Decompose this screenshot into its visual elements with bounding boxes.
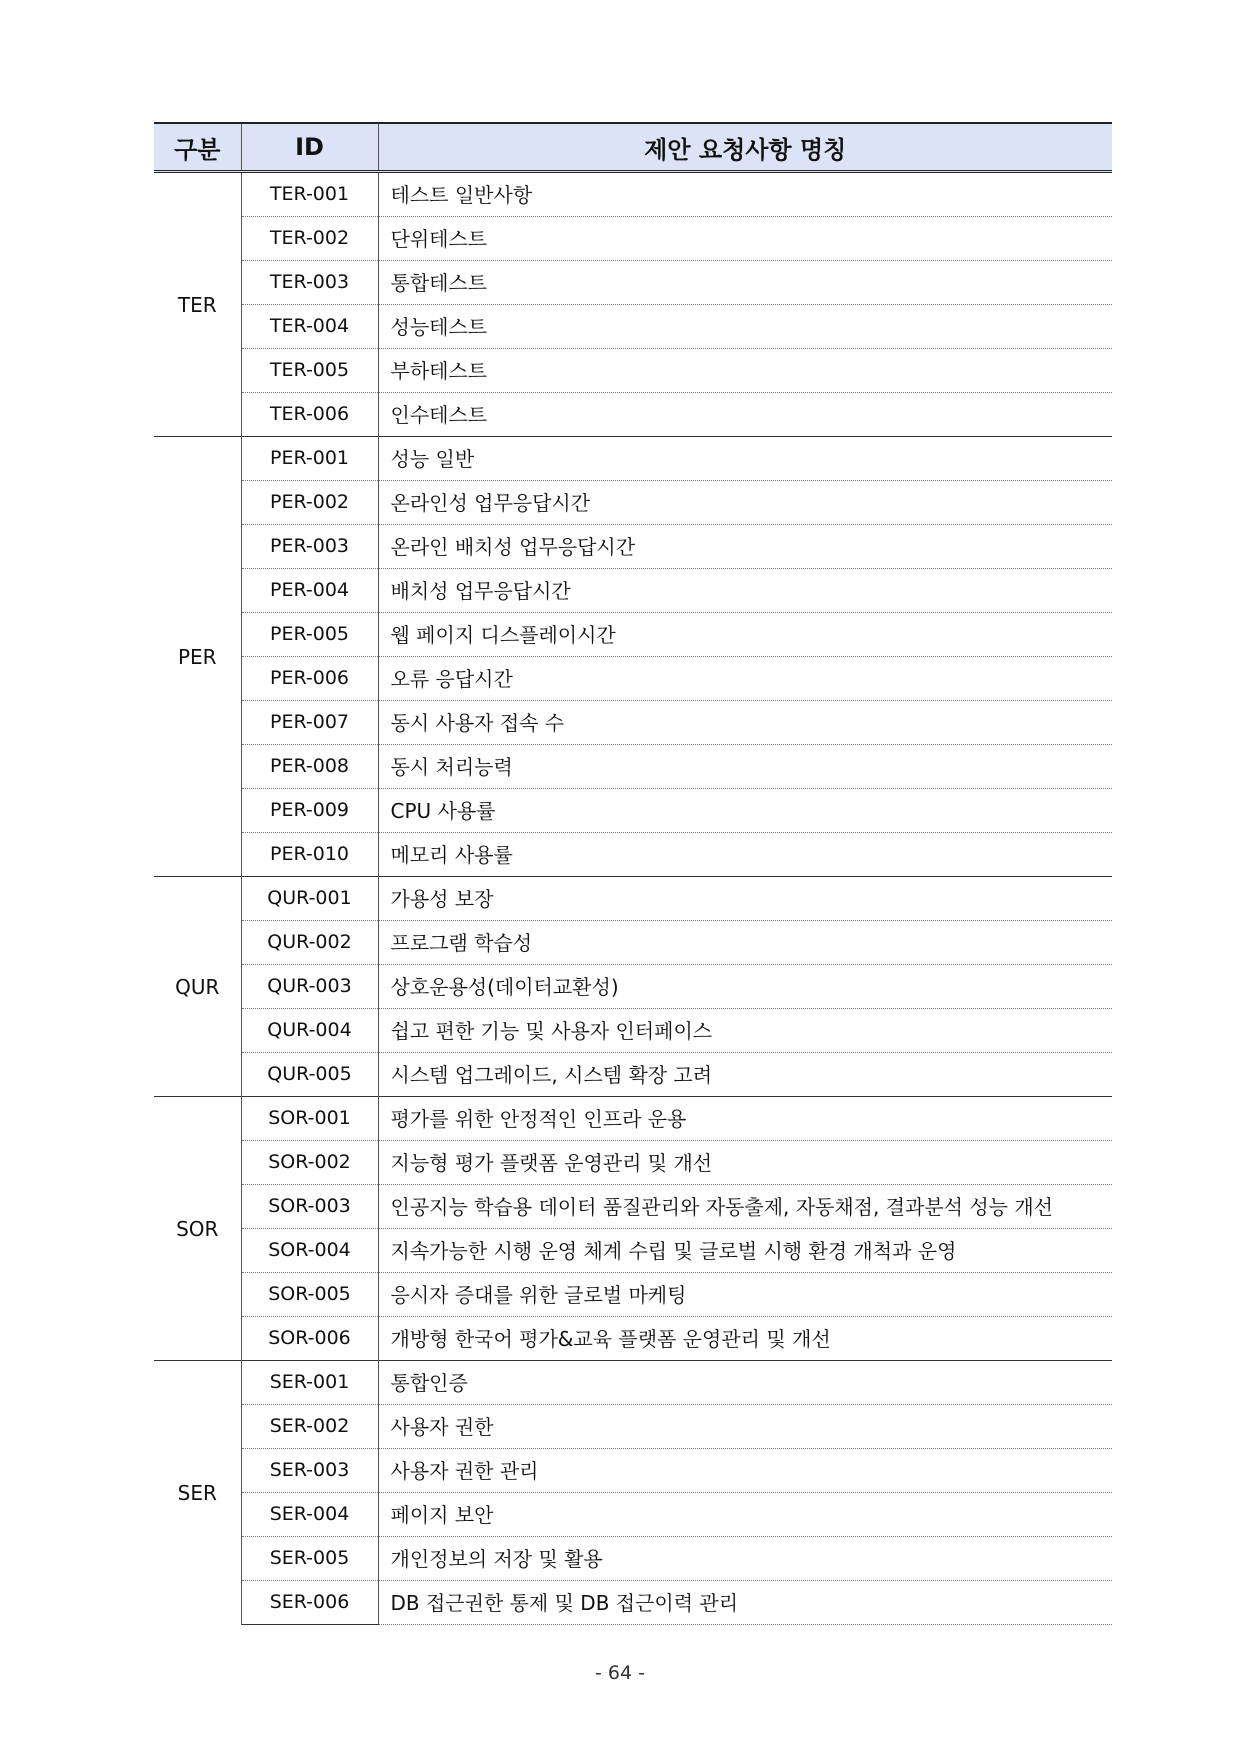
- table-row: [154, 481, 1112, 525]
- requirement-id-cell: PER-006: [241, 657, 378, 701]
- category-cell: SOR: [154, 1097, 241, 1361]
- table-header: [154, 123, 1112, 172]
- table-row: [154, 877, 1112, 921]
- requirement-id-cell: QUR-003: [241, 965, 378, 1009]
- requirement-name-cell: 가용성 보장: [378, 877, 1112, 921]
- table-row: [154, 1317, 1112, 1361]
- requirement-id-cell: PER-005: [241, 613, 378, 657]
- page-number: - 64 -: [595, 1662, 645, 1684]
- table-row: [154, 525, 1112, 569]
- requirement-id-cell: PER-008: [241, 745, 378, 789]
- table-row: [154, 1185, 1112, 1229]
- table-row: [154, 921, 1112, 965]
- requirement-id-cell: PER-004: [241, 569, 378, 613]
- requirement-name-cell: 평가를 위한 안정적인 인프라 운용: [378, 1097, 1112, 1141]
- requirement-id-cell: SOR-002: [241, 1141, 378, 1185]
- table-row: [154, 1449, 1112, 1493]
- requirement-name-cell: 사용자 권한: [378, 1405, 1112, 1449]
- header-category: 구분: [154, 123, 241, 172]
- table-row: [154, 261, 1112, 305]
- requirement-name-cell: 성능테스트: [378, 305, 1112, 349]
- requirement-id-cell: TER-002: [241, 217, 378, 261]
- table-row: [154, 1493, 1112, 1537]
- table-row: [154, 1053, 1112, 1097]
- table-row: [154, 1361, 1112, 1405]
- requirement-name-cell: 단위테스트: [378, 217, 1112, 261]
- requirement-name-cell: 인공지능 학습용 데이터 품질관리와 자동출제, 자동채점, 결과분석 성능 개선: [378, 1185, 1112, 1229]
- table-row: [154, 349, 1112, 393]
- table-row: [154, 437, 1112, 481]
- requirement-id-cell: QUR-001: [241, 877, 378, 921]
- requirement-name-cell: 오류 응답시간: [378, 657, 1112, 701]
- requirement-name-cell: 응시자 증대를 위한 글로벌 마케팅: [378, 1273, 1112, 1317]
- requirement-name-cell: 개방형 한국어 평가&교육 플랫폼 운영관리 및 개선: [378, 1317, 1112, 1361]
- table-row: [154, 789, 1112, 833]
- requirement-id-cell: SER-006: [241, 1581, 378, 1625]
- table-row: [154, 172, 1112, 217]
- requirement-id-cell: SOR-006: [241, 1317, 378, 1361]
- table-row: [154, 1141, 1112, 1185]
- requirement-name-cell: 온라인성 업무응답시간: [378, 481, 1112, 525]
- requirement-id-cell: SOR-005: [241, 1273, 378, 1317]
- requirement-name-cell: 시스템 업그레이드, 시스템 확장 고려: [378, 1053, 1112, 1097]
- requirement-id-cell: PER-009: [241, 789, 378, 833]
- requirement-id-cell: QUR-002: [241, 921, 378, 965]
- requirement-id-cell: TER-006: [241, 393, 378, 437]
- requirement-id-cell: PER-007: [241, 701, 378, 745]
- requirement-id-cell: PER-002: [241, 481, 378, 525]
- requirement-name-cell: 프로그램 학습성: [378, 921, 1112, 965]
- requirement-name-cell: 통합인증: [378, 1361, 1112, 1405]
- requirement-id-cell: SOR-003: [241, 1185, 378, 1229]
- table-row: [154, 569, 1112, 613]
- requirements-table: [154, 122, 1112, 1625]
- requirement-name-cell: 상호운용성(데이터교환성): [378, 965, 1112, 1009]
- requirement-name-cell: 인수테스트: [378, 393, 1112, 437]
- requirement-id-cell: PER-001: [241, 437, 378, 481]
- requirement-name-cell: 사용자 권한 관리: [378, 1449, 1112, 1493]
- table-body: [154, 172, 1112, 1625]
- requirement-name-cell: 온라인 배치성 업무응답시간: [378, 525, 1112, 569]
- requirement-id-cell: TER-004: [241, 305, 378, 349]
- requirement-name-cell: CPU 사용률: [378, 789, 1112, 833]
- header-requirement-name: 제안 요청사항 명칭: [378, 123, 1112, 172]
- requirement-name-cell: 동시 처리능력: [378, 745, 1112, 789]
- table-row: [154, 1537, 1112, 1581]
- requirement-name-cell: 페이지 보안: [378, 1493, 1112, 1537]
- table-row: [154, 1273, 1112, 1317]
- requirement-name-cell: 메모리 사용률: [378, 833, 1112, 877]
- requirement-id-cell: TER-001: [241, 172, 378, 217]
- category-cell: QUR: [154, 877, 241, 1097]
- requirement-id-cell: SER-005: [241, 1537, 378, 1581]
- requirement-name-cell: 테스트 일반사항: [378, 172, 1112, 217]
- table-row: [154, 305, 1112, 349]
- requirement-id-cell: SER-002: [241, 1405, 378, 1449]
- requirement-name-cell: 개인정보의 저장 및 활용: [378, 1537, 1112, 1581]
- requirement-name-cell: DB 접근권한 통제 및 DB 접근이력 관리: [378, 1581, 1112, 1625]
- requirement-id-cell: TER-005: [241, 349, 378, 393]
- table-row: [154, 1229, 1112, 1273]
- requirement-id-cell: QUR-004: [241, 1009, 378, 1053]
- requirement-id-cell: SER-004: [241, 1493, 378, 1537]
- table-row: [154, 217, 1112, 261]
- requirement-name-cell: 지속가능한 시행 운영 체계 수립 및 글로벌 시행 환경 개척과 운영: [378, 1229, 1112, 1273]
- table-row: [154, 745, 1112, 789]
- requirement-name-cell: 동시 사용자 접속 수: [378, 701, 1112, 745]
- table-row: [154, 965, 1112, 1009]
- requirement-id-cell: SOR-001: [241, 1097, 378, 1141]
- table-row: [154, 393, 1112, 437]
- requirement-name-cell: 웹 페이지 디스플레이시간: [378, 613, 1112, 657]
- requirement-name-cell: 부하테스트: [378, 349, 1112, 393]
- requirement-name-cell: 배치성 업무응답시간: [378, 569, 1112, 613]
- table-row: [154, 1097, 1112, 1141]
- category-cell: PER: [154, 437, 241, 877]
- requirement-name-cell: 지능형 평가 플랫폼 운영관리 및 개선: [378, 1141, 1112, 1185]
- header-row: [154, 123, 1112, 172]
- requirement-id-cell: PER-010: [241, 833, 378, 877]
- requirement-name-cell: 쉽고 편한 기능 및 사용자 인터페이스: [378, 1009, 1112, 1053]
- requirement-id-cell: SOR-004: [241, 1229, 378, 1273]
- requirement-id-cell: SER-003: [241, 1449, 378, 1493]
- requirement-name-cell: 통합테스트: [378, 261, 1112, 305]
- category-cell: SER: [154, 1361, 241, 1625]
- requirement-id-cell: QUR-005: [241, 1053, 378, 1097]
- table-row: [154, 701, 1112, 745]
- header-id: ID: [241, 123, 378, 172]
- requirement-id-cell: SER-001: [241, 1361, 378, 1405]
- requirement-name-cell: 성능 일반: [378, 437, 1112, 481]
- table-row: [154, 1405, 1112, 1449]
- table-row: [154, 1581, 1112, 1625]
- requirement-id-cell: PER-003: [241, 525, 378, 569]
- table-row: [154, 1009, 1112, 1053]
- requirement-id-cell: TER-003: [241, 261, 378, 305]
- table-row: [154, 657, 1112, 701]
- table-row: [154, 833, 1112, 877]
- category-cell: TER: [154, 172, 241, 437]
- table-row: [154, 613, 1112, 657]
